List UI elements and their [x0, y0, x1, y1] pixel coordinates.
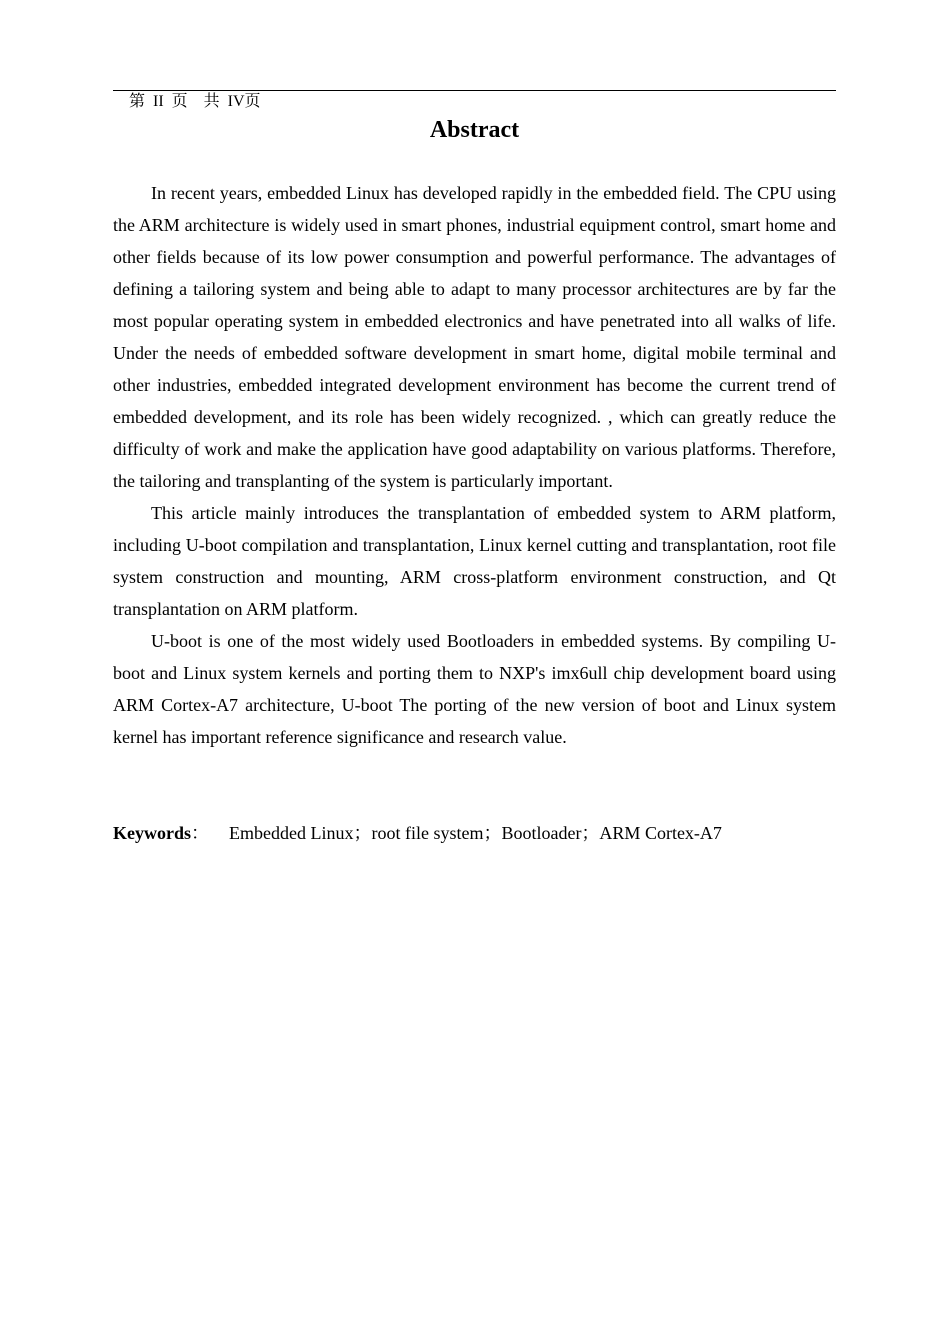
- abstract-title: Abstract: [429, 117, 520, 143]
- abstract-paragraph-2: This article mainly introduces the transplantation of embedded system to ARM platform, including U-boot compilation and transplantation, Linux kernel cutting and transplantation, root file system construction and mounting, ARM cross-platform environment construction, and Qt transplantation on ARM platform.: [113, 503, 836, 619]
- keywords-text: Embedded Linux；root file system；Bootloader；ARM Cortex-A7: [229, 823, 722, 843]
- page-number-text: 第 II 页 共 IV页: [129, 93, 261, 110]
- keywords-colon: ：: [191, 823, 209, 843]
- keywords-line: [113, 817, 836, 849]
- page-header: [113, 66, 836, 110]
- abstract-paragraph-1: In recent years, embedded Linux has developed rapidly in the embedded field. The CPU using the ARM architecture is widely used in smart phones, industrial equipment control, smart home and other fields because of its low power consumption and powerful performance. The advantages of defining a tailoring system and being able to adapt to many processor architectures are by far the most popular operating system in embedded electronics and have penetrated into all walks of life. Under the needs of embedded software development in smart home, digital mobile terminal and other industries, embedded integrated development environment has become the current trend of embedded development, and its role has been widely recognized. , which can greatly reduce the difficulty of work and make the application have good adaptability on various platforms. Therefore, the tailoring and transplanting of the system is particularly important.: [113, 183, 836, 491]
- abstract-body: [113, 177, 836, 753]
- keywords-label: Keywords: [113, 823, 191, 843]
- abstract-paragraph-3: U-boot is one of the most widely used Bootloaders in embedded systems. By compiling U-boot and Linux system kernels and porting them to NXP's imx6ull chip development board using ARM Cortex-A7 architecture, U-boot The porting of the new version of boot and Linux system kernel has important reference significance and research value.: [113, 631, 836, 747]
